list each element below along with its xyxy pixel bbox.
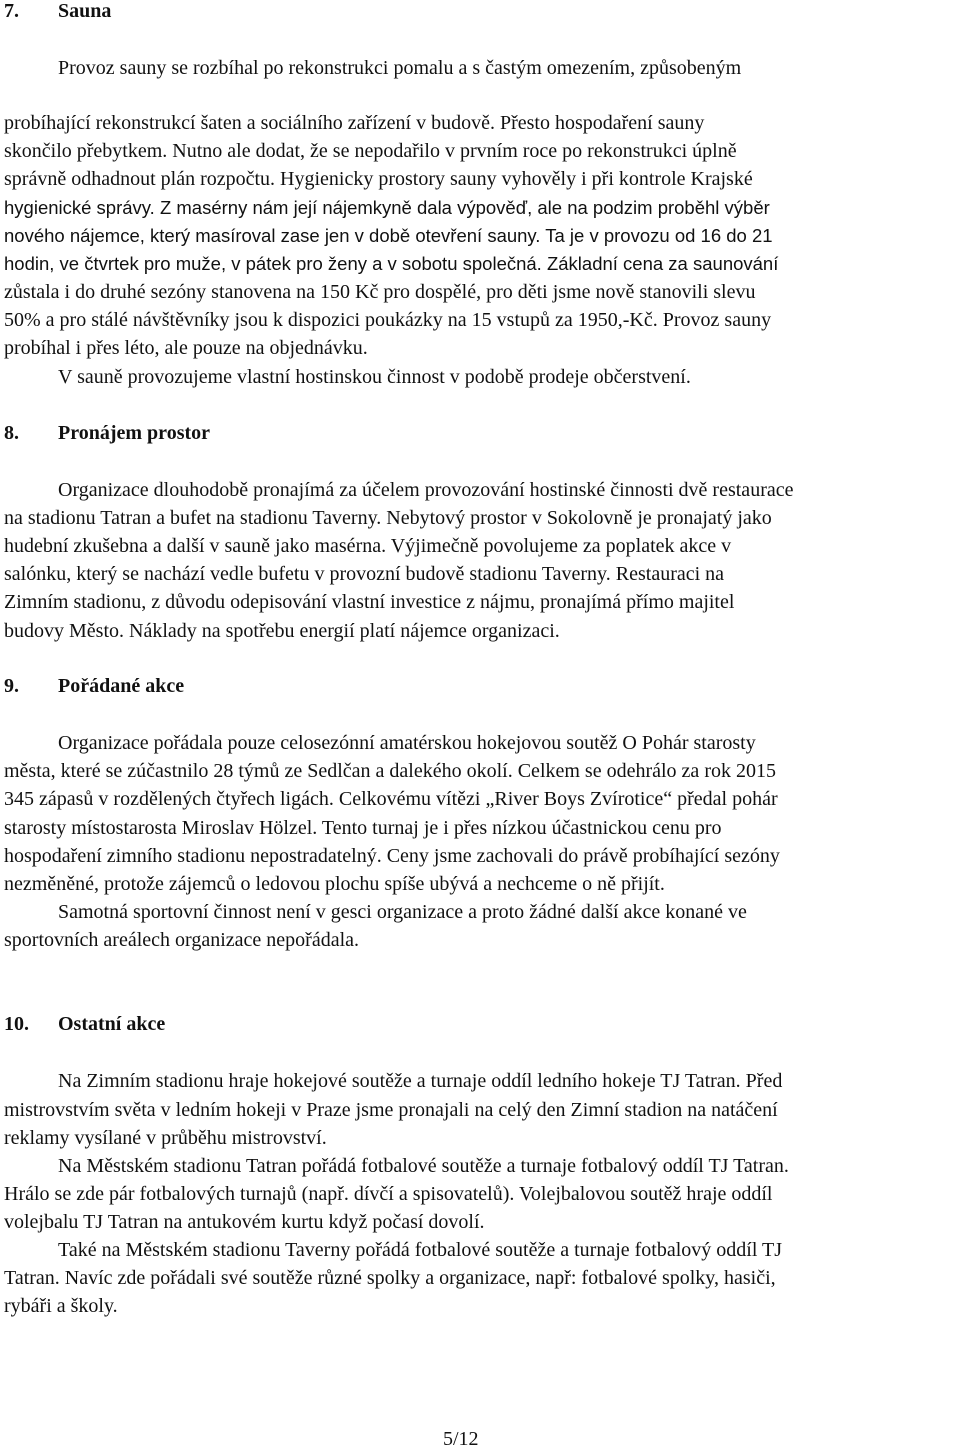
section-9-line: starosty místostarosta Miroslav Hölzel. Tento turnaj je i přes nízkou účastnickou cenu pro bbox=[4, 817, 722, 839]
section-8-line: Zimním stadionu, z důvodu odepisování vlastní investice z nájmu, pronajímá přímo majitel bbox=[4, 591, 735, 613]
section-8-line: salónku, který se nachází vedle bufetu v provozní budově stadionu Taverny. Restauraci na bbox=[4, 563, 725, 585]
section-9-line: Samotná sportovní činnost není v gesci organizace a proto žádné další akce konané ve bbox=[58, 901, 747, 923]
section-8-line: hudební zkušebna a další v sauně jako masérna. Výjimečně povolujeme za poplatek akce v bbox=[4, 535, 732, 557]
section-7-number: 7. bbox=[4, 0, 19, 22]
section-8-heading bbox=[4, 422, 210, 445]
section-8-number: 8. bbox=[4, 422, 19, 444]
section-7-line: Provoz sauny se rozbíhal po rekonstrukci pomalu a s častým omezením, způsobeným bbox=[58, 57, 742, 79]
section-10-line: Hrálo se zde pár fotbalových turnajů (např. dívčí a spisovatelů). Volejbalovou soutěž hraje oddíl bbox=[4, 1183, 773, 1205]
page-number: 5/12 bbox=[443, 1428, 479, 1450]
section-7-line: probíhající rekonstrukcí šaten a sociálního zařízení v budově. Přesto hospodaření sauny bbox=[4, 112, 705, 134]
section-10-heading bbox=[4, 1013, 165, 1036]
section-10-line: mistrovstvím světa v ledním hokeji v Praze jsme pronajali na celý den Zimní stadion na natáčení bbox=[4, 1099, 778, 1121]
section-10-line: Na Zimním stadionu hraje hokejové soutěže a turnaje oddíl ledního hokeje TJ Tatran. Před bbox=[58, 1070, 783, 1092]
section-7-line: správně odhadnout plán rozpočtu. Hygienicky prostory sauny vyhověly i při kontrole Krajské bbox=[4, 168, 753, 190]
section-9-line: sportovních areálech organizace nepořádala. bbox=[4, 929, 359, 951]
section-8-line: Organizace dlouhodobě pronajímá za účelem provozování hostinské činnosti dvě restaurace bbox=[58, 479, 794, 501]
section-8-title: Pronájem prostor bbox=[58, 422, 211, 444]
section-10-number: 10. bbox=[4, 1013, 29, 1035]
section-8-line: budovy Město. Náklady na spotřebu energií platí nájemce organizaci. bbox=[4, 620, 560, 642]
section-7-heading bbox=[4, 0, 111, 23]
section-7-line: 50% a pro stálé návštěvníky jsou k dispozici poukázky na 15 vstupů za 1950,-Kč. Provoz sauny bbox=[4, 309, 772, 331]
section-9-title: Pořádané akce bbox=[58, 675, 185, 697]
section-9-line: 345 zápasů v rozdělených čtyřech ligách. Celkovému vítězi „River Boys Zvírotice“ předal pohár bbox=[4, 788, 778, 810]
section-7-title: Sauna bbox=[58, 0, 112, 22]
section-7-line: skončilo přebytkem. Nutno ale dodat, že se nepodařilo v prvním roce po rekonstrukci úplně bbox=[4, 140, 737, 162]
section-9-line: hospodaření zimního stadionu nepostradatelný. Ceny jsme zachovali do právě probíhající sezóny bbox=[4, 845, 780, 867]
section-7-line: probíhal i přes léto, ale pouze na objednávku. bbox=[4, 337, 368, 359]
section-10-line: volejbalu TJ Tatran na antukovém kurtu když počasí dovolí. bbox=[4, 1211, 485, 1233]
section-8-line: na stadionu Tatran a bufet na stadionu Taverny. Nebytový prostor v Sokolovně je pronajatý jako bbox=[4, 507, 772, 529]
section-7-line: hygienické správy. Z masérny nám její nájemkyně dala výpověď, ale na podzim proběhl výběr bbox=[4, 197, 770, 218]
section-7-line: zůstala i do druhé sezóny stanovena na 150 Kč pro dospělé, pro děti jsme nově stanovili slevu bbox=[4, 281, 756, 303]
section-7-line: nového nájemce, který masíroval zase jen v době otevření sauny. Ta je v provozu od 16 do 21 bbox=[4, 225, 773, 246]
section-9-line: města, které se zúčastnilo 28 týmů ze Sedlčan a dalekého okolí. Celkem se odehrálo za rok 2015 bbox=[4, 760, 776, 782]
section-10-line: reklamy vysílané v průběhu mistrovství. bbox=[4, 1127, 327, 1149]
section-10-title: Ostatní akce bbox=[58, 1013, 166, 1035]
section-10-line: Na Městském stadionu Tatran pořádá fotbalové soutěže a turnaje fotbalový oddíl TJ Tatran. bbox=[58, 1155, 789, 1177]
section-9-number: 9. bbox=[4, 675, 19, 697]
section-9-line: nezměněné, protože zájemců o ledovou plochu spíše ubývá a nechceme o ně přijít. bbox=[4, 873, 665, 895]
section-10-line: Také na Městském stadionu Taverny pořádá fotbalové soutěže a turnaje fotbalový oddíl TJ bbox=[58, 1239, 783, 1261]
section-10-line: rybáři a školy. bbox=[4, 1295, 118, 1317]
section-9-line: Organizace pořádala pouze celosezónní amatérskou hokejovou soutěž O Pohár starosty bbox=[58, 732, 756, 754]
section-9-heading bbox=[4, 675, 184, 698]
section-7-line: hodin, ve čtvrtek pro muže, v pátek pro ženy a v sobotu společná. Základní cena za saunování bbox=[4, 253, 779, 274]
section-7-line: V sauně provozujeme vlastní hostinskou činnost v podobě prodeje občerstvení. bbox=[58, 366, 691, 388]
section-10-line: Tatran. Navíc zde pořádali své soutěže různé spolky a organizace, např: fotbalové spolky, hasiči, bbox=[4, 1267, 776, 1289]
